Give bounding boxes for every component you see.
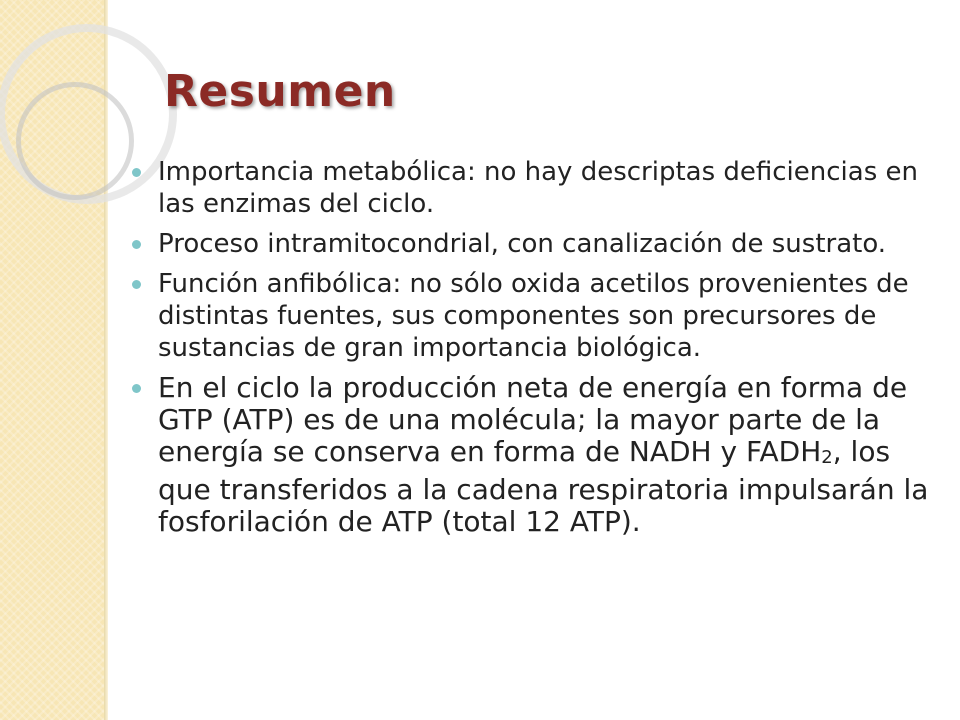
bullet-text: Proceso intramitocondrial, con canalización de sustrato. bbox=[158, 229, 887, 259]
bullet-dot-icon bbox=[132, 240, 141, 249]
bullet-dot-icon bbox=[132, 384, 141, 393]
bullet-dot-icon bbox=[132, 168, 141, 177]
bullet-item bbox=[130, 268, 940, 364]
slide-title: Resumen bbox=[164, 66, 396, 117]
bullet-list bbox=[130, 156, 940, 546]
bullet-text-main: En el ciclo la producción neta de energía en forma de GTP (ATP) es de una molécula; la mayor parte de la energía se conserva en forma de NADH y FADH bbox=[158, 371, 908, 468]
subscript-two: 2 bbox=[821, 447, 833, 468]
bullet-text bbox=[158, 371, 928, 538]
bullet-text: Función anfibólica: no sólo oxida acetilos provenientes de distintas fuentes, sus componentes son precursores de sustancias de gran importancia biológica. bbox=[158, 269, 909, 363]
bullet-text-tail: , los que transferidos a la cadena respiratoria impulsarán la fosforilación de ATP (total 12 ATP). bbox=[158, 435, 929, 538]
bullet-item bbox=[130, 372, 940, 538]
decorative-ring-small bbox=[16, 82, 134, 200]
bullet-item bbox=[130, 228, 940, 260]
bullet-text: Importancia metabólica: no hay descriptas deficiencias en las enzimas del ciclo. bbox=[158, 157, 918, 219]
bullet-item bbox=[130, 156, 940, 220]
bullet-dot-icon bbox=[132, 280, 141, 289]
